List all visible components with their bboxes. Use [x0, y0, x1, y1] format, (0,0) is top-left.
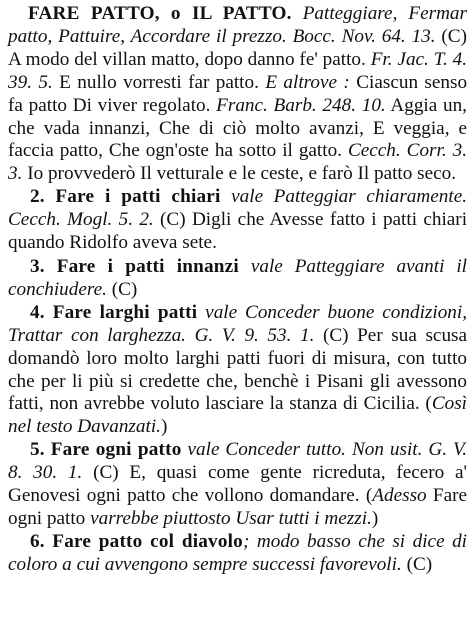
sense-3: [8, 256, 467, 302]
citation-text: E, quasi come gente ricreduta, fecero a' Genovesi ogni patto che vollono domandare.: [8, 462, 467, 507]
citation-source: Cecch. Mogl. 5. 2.: [8, 209, 154, 231]
note-open-paren: (: [425, 393, 432, 415]
citation-text: Io provvederò Il vetturale e le ceste, e farò Il patto seco.: [27, 163, 457, 185]
sense-number: 6.: [30, 530, 45, 552]
sense-definition: vale Conceder tutto.: [187, 439, 346, 461]
citation-source: Bocc. Nov. 64. 13.: [292, 25, 436, 47]
sense-phrase: Fare i patti innanzi: [56, 255, 239, 277]
citation-source: Franc. Barb. 248. 10.: [216, 94, 386, 116]
citation-tag: (C): [160, 209, 186, 231]
editorial-note-phrase: Fare ogni patto: [8, 485, 468, 529]
sense-number: 4.: [30, 301, 45, 323]
citation-tag: (C): [322, 324, 349, 346]
citation-tag: (C): [93, 462, 119, 484]
citation-tag: (C): [111, 278, 138, 300]
citation-text: Aggia un, che vada innanzi, Che di ciò molto avanzi, E veggia, e faccia patto, Che ogn'oste ha sotto il gatto.: [8, 94, 467, 162]
citation-tag: (C): [441, 25, 467, 47]
definition: Patteggiare, Fermar patto, Pattuire, Accordare il prezzo.: [8, 3, 467, 47]
note-close-paren: ): [160, 416, 168, 438]
headword: FARE PATTO, o IL PATTO.: [28, 3, 292, 24]
citation-source: G. V. 9. 53. 1.: [194, 324, 315, 346]
entry-fare-patto: [8, 3, 467, 186]
sense-5: [8, 439, 467, 531]
citation-source: Cecch. Corr. 3. 3.: [8, 140, 467, 185]
sense-definition: ; modo basso che si dice di coloro a cui avvengono sempre successi favorevoli.: [8, 530, 468, 575]
editorial-note: Così nel testo Davanzati.: [8, 393, 468, 438]
sense-number: 3.: [30, 255, 45, 277]
citation-text: Digli che Avesse fatto i patti chiari quando Ridolfo aveva sete.: [8, 209, 468, 254]
citation-text: A modo del villan matto, dopo danno fe' patto.: [8, 48, 366, 70]
note-close-paren: ): [371, 507, 379, 529]
citation-tag: (C): [406, 553, 433, 575]
sense-phrase: Fare ogni patto: [50, 439, 182, 461]
citation-text: Ciascun senso fa patto Di viver regolato.: [8, 71, 468, 116]
sense-4: [8, 302, 467, 439]
citation-text: Per sua scusa domandò loro molto larghi patti fuori di misura, con tutto che per li più si credette che, benchè i Pisani gli avessono fatti, non avrebbe voluto lasciare la stanza di Cicilia.: [8, 324, 468, 415]
sense-phrase: Fare i patti chiari: [55, 186, 221, 208]
citation-source: G. V. 8. 30. 1.: [8, 439, 468, 484]
citation-lead: E altrove :: [265, 71, 350, 93]
sense-phrase: Fare larghi patti: [52, 301, 198, 323]
sense-definition: vale Conceder buone condizioni, Trattar con larghezza.: [8, 301, 468, 346]
note-open-paren: (: [365, 485, 373, 507]
citation-text: E nullo vorresti far patto.: [59, 71, 259, 93]
usage-label: Non usit.: [351, 439, 423, 461]
sense-phrase: Fare patto col diavolo: [52, 530, 243, 552]
editorial-note: varrebbe piuttosto Usar tutti i mezzi.: [90, 507, 372, 529]
citation-source: Fr. Jac. T. 4. 39. 5.: [8, 48, 468, 93]
sense-number: 2.: [30, 186, 45, 208]
sense-2: [8, 186, 467, 255]
sense-number: 5.: [30, 439, 45, 461]
sense-definition: vale Patteggiare avanti il conchiudere.: [8, 255, 467, 300]
editorial-note: Adesso: [372, 485, 427, 507]
sense-definition: vale Patteggiar chiaramente.: [231, 186, 468, 208]
sense-6: [8, 531, 467, 577]
